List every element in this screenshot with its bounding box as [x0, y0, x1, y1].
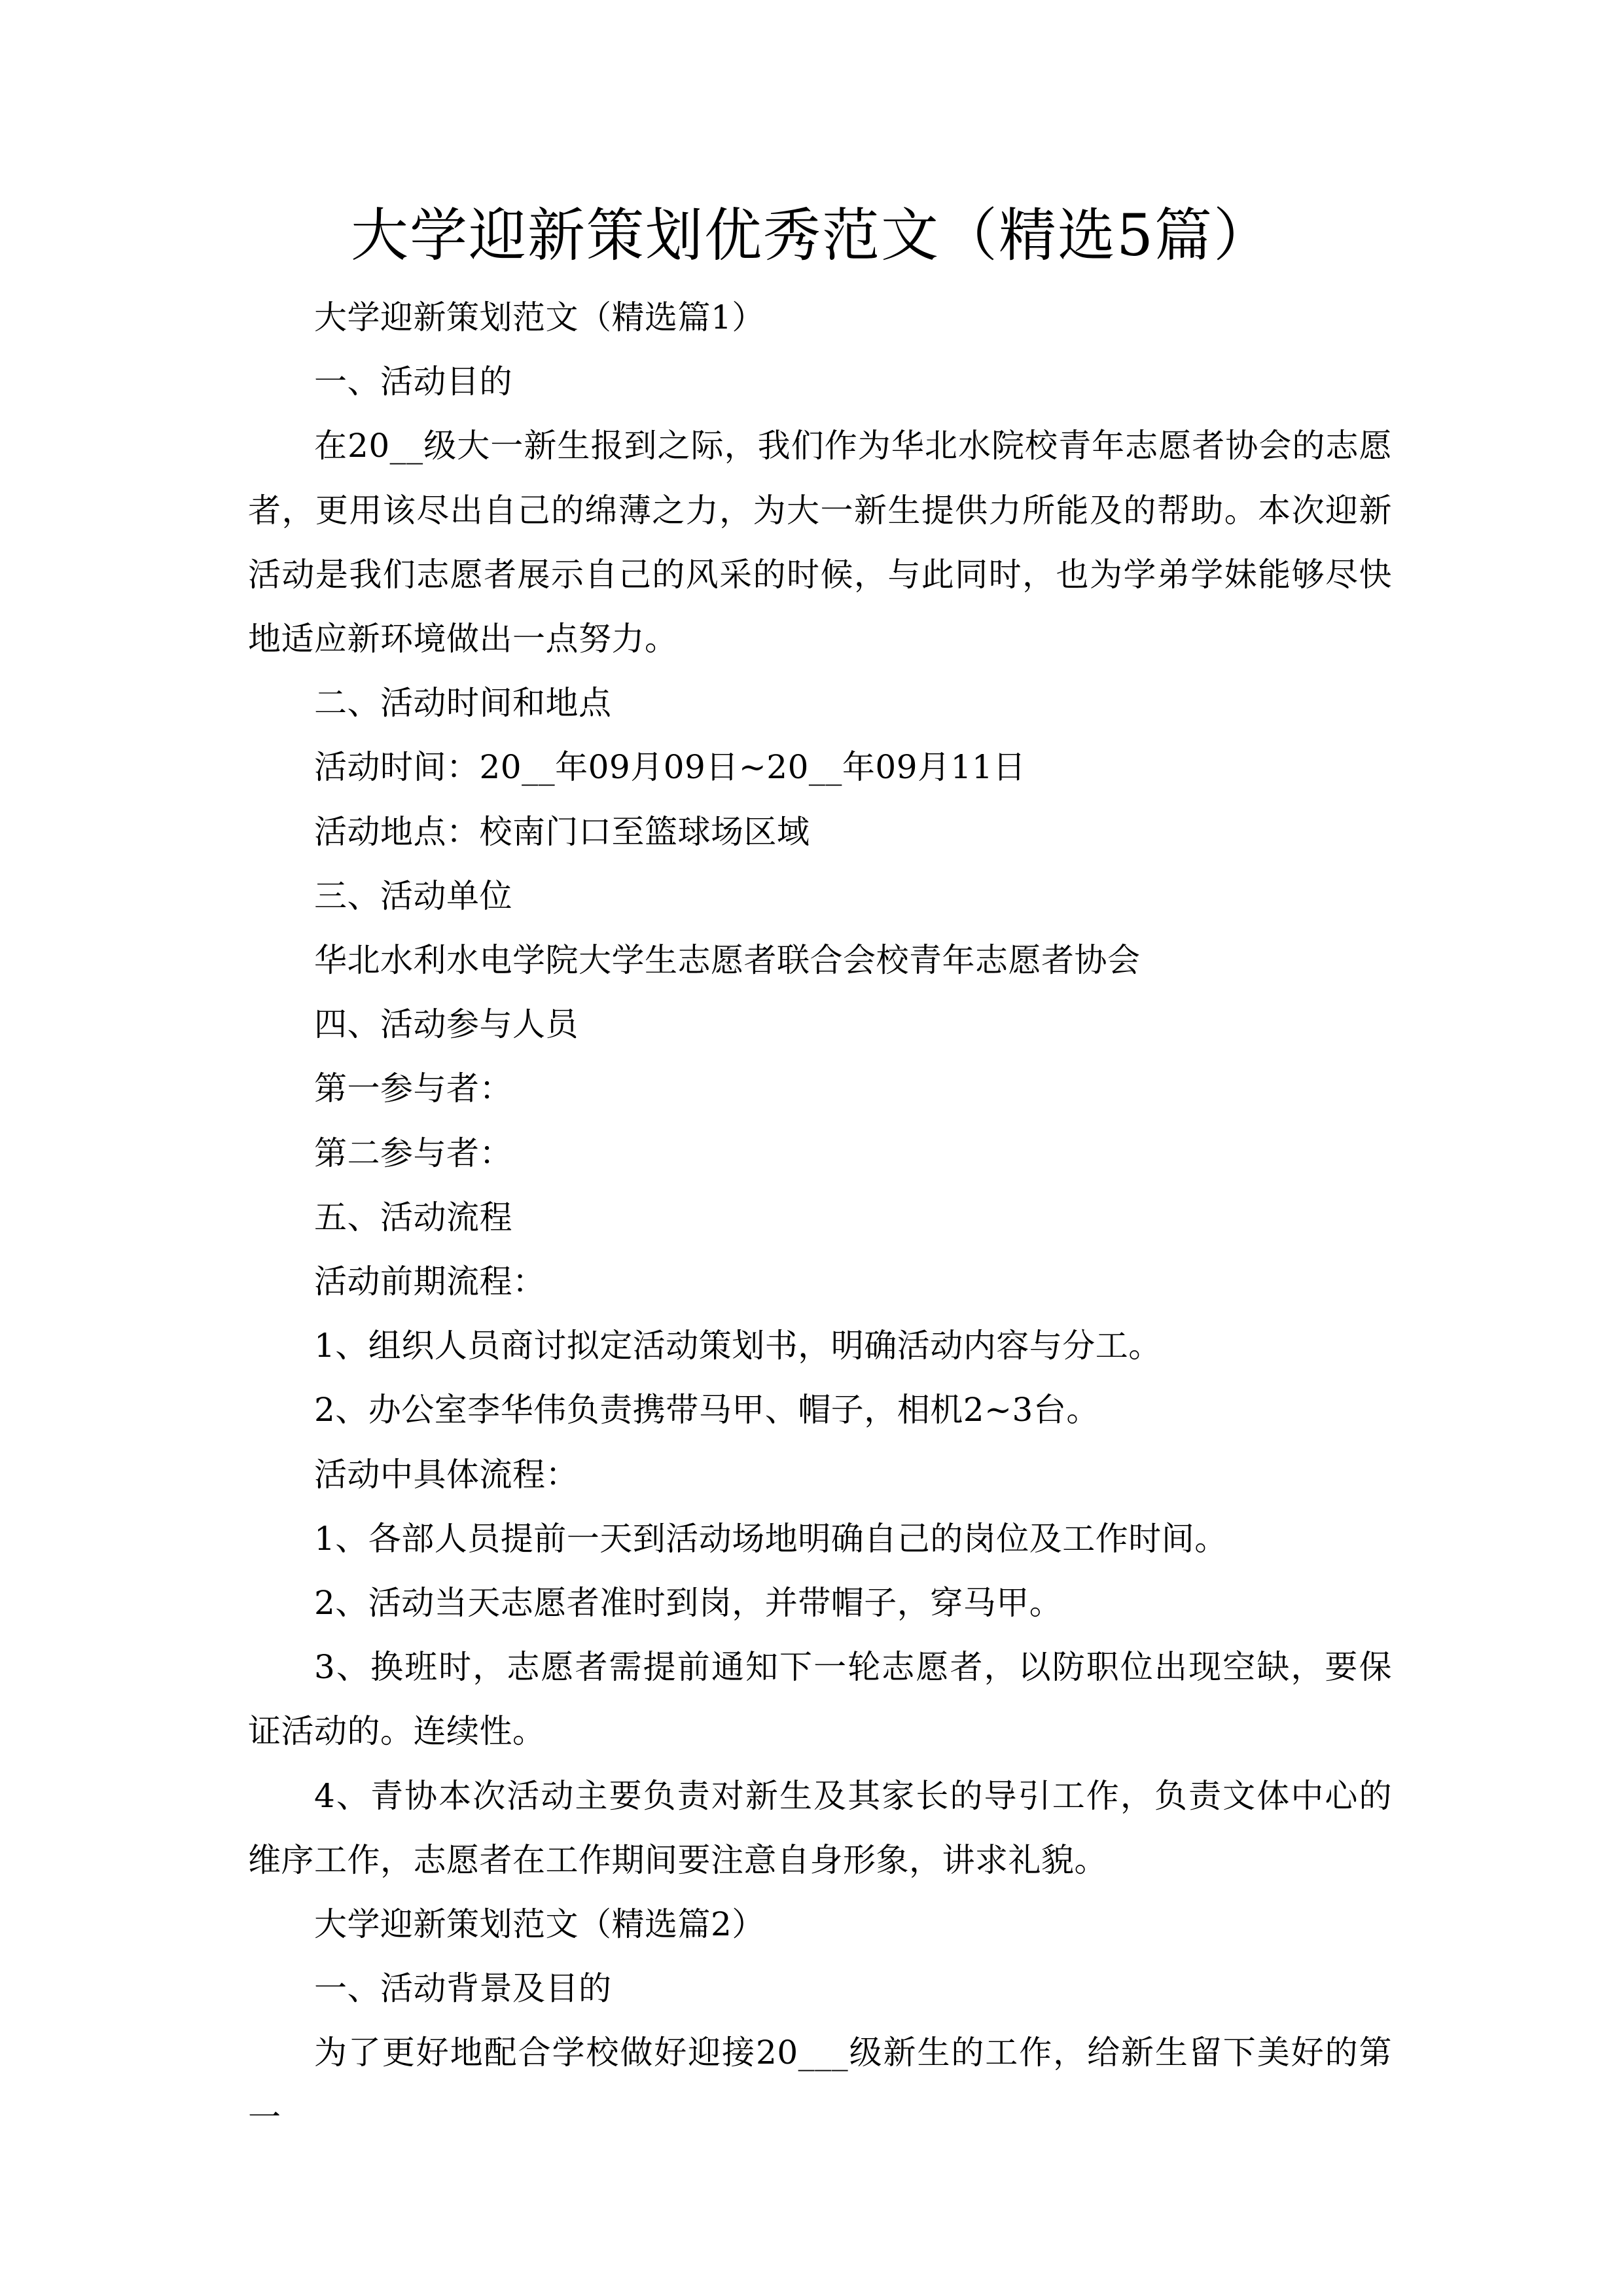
paragraph: 活动中具体流程：	[314, 1455, 579, 1494]
section-heading: 大学迎新策划范文（精选篇1）	[314, 298, 765, 336]
list-item: 2、办公室李华伟负责携带马甲、帽子，相机2~3台。	[314, 1391, 1099, 1429]
paragraph: 第二参与者：	[314, 1134, 512, 1172]
paragraph: 第一参与者：	[314, 1069, 512, 1108]
list-item: 2、活动当天志愿者准时到岗，并带帽子，穿马甲。	[314, 1584, 1063, 1623]
list-item: 4、青协本次活动主要负责对新生及其家长的导引工作，负责文体中心的维序工作，志愿者在工作期间要注意自身形象，讲求礼貌。	[248, 1776, 1392, 1879]
paragraph: 活动地点：校南门口至篮球场区域	[314, 812, 810, 851]
document-body	[248, 285, 1392, 2149]
section-heading: 一、活动背景及目的	[314, 1969, 612, 2008]
section-heading: 二、活动时间和地点	[314, 684, 612, 723]
section-heading: 四、活动参与人员	[314, 1005, 579, 1044]
list-item: 3、换班时，志愿者需提前通知下一轮志愿者，以防职位出现空缺，要保证活动的。连续性。	[248, 1648, 1392, 1751]
section-heading: 三、活动单位	[314, 876, 512, 915]
section-heading: 一、活动目的	[314, 363, 512, 401]
paragraph: 活动时间：20__年09月09日~20__年09月11日	[314, 748, 1026, 787]
paragraph: 在20__级大一新生报到之际，我们作为华北水院校青年志愿者协会的志愿者，更用该尽出自己的绵薄之力，为大一新生提供力所能及的帮助。本次迎新活动是我们志愿者展示自己的风采的时候，与此同时，也为学弟学妹能够尽快地适应新环境做出一点努力。	[248, 427, 1392, 658]
section-heading: 五、活动流程	[314, 1198, 512, 1236]
paragraph: 活动前期流程：	[314, 1263, 546, 1301]
list-item: 1、组织人员商讨拟定活动策划书，明确活动内容与分工。	[314, 1327, 1162, 1365]
paragraph: 为了更好地配合学校做好迎接20___级新生的工作，给新生留下美好的第一	[248, 2034, 1392, 2136]
paragraph: 华北水利水电学院大学生志愿者联合会校青年志愿者协会	[314, 941, 1141, 980]
list-item: 1、各部人员提前一天到活动场地明确自己的岗位及工作时间。	[314, 1519, 1228, 1558]
section-heading: 大学迎新策划范文（精选篇2）	[314, 1905, 765, 1944]
document-title: 大学迎新策划优秀范文（精选5篇）	[351, 202, 1272, 269]
